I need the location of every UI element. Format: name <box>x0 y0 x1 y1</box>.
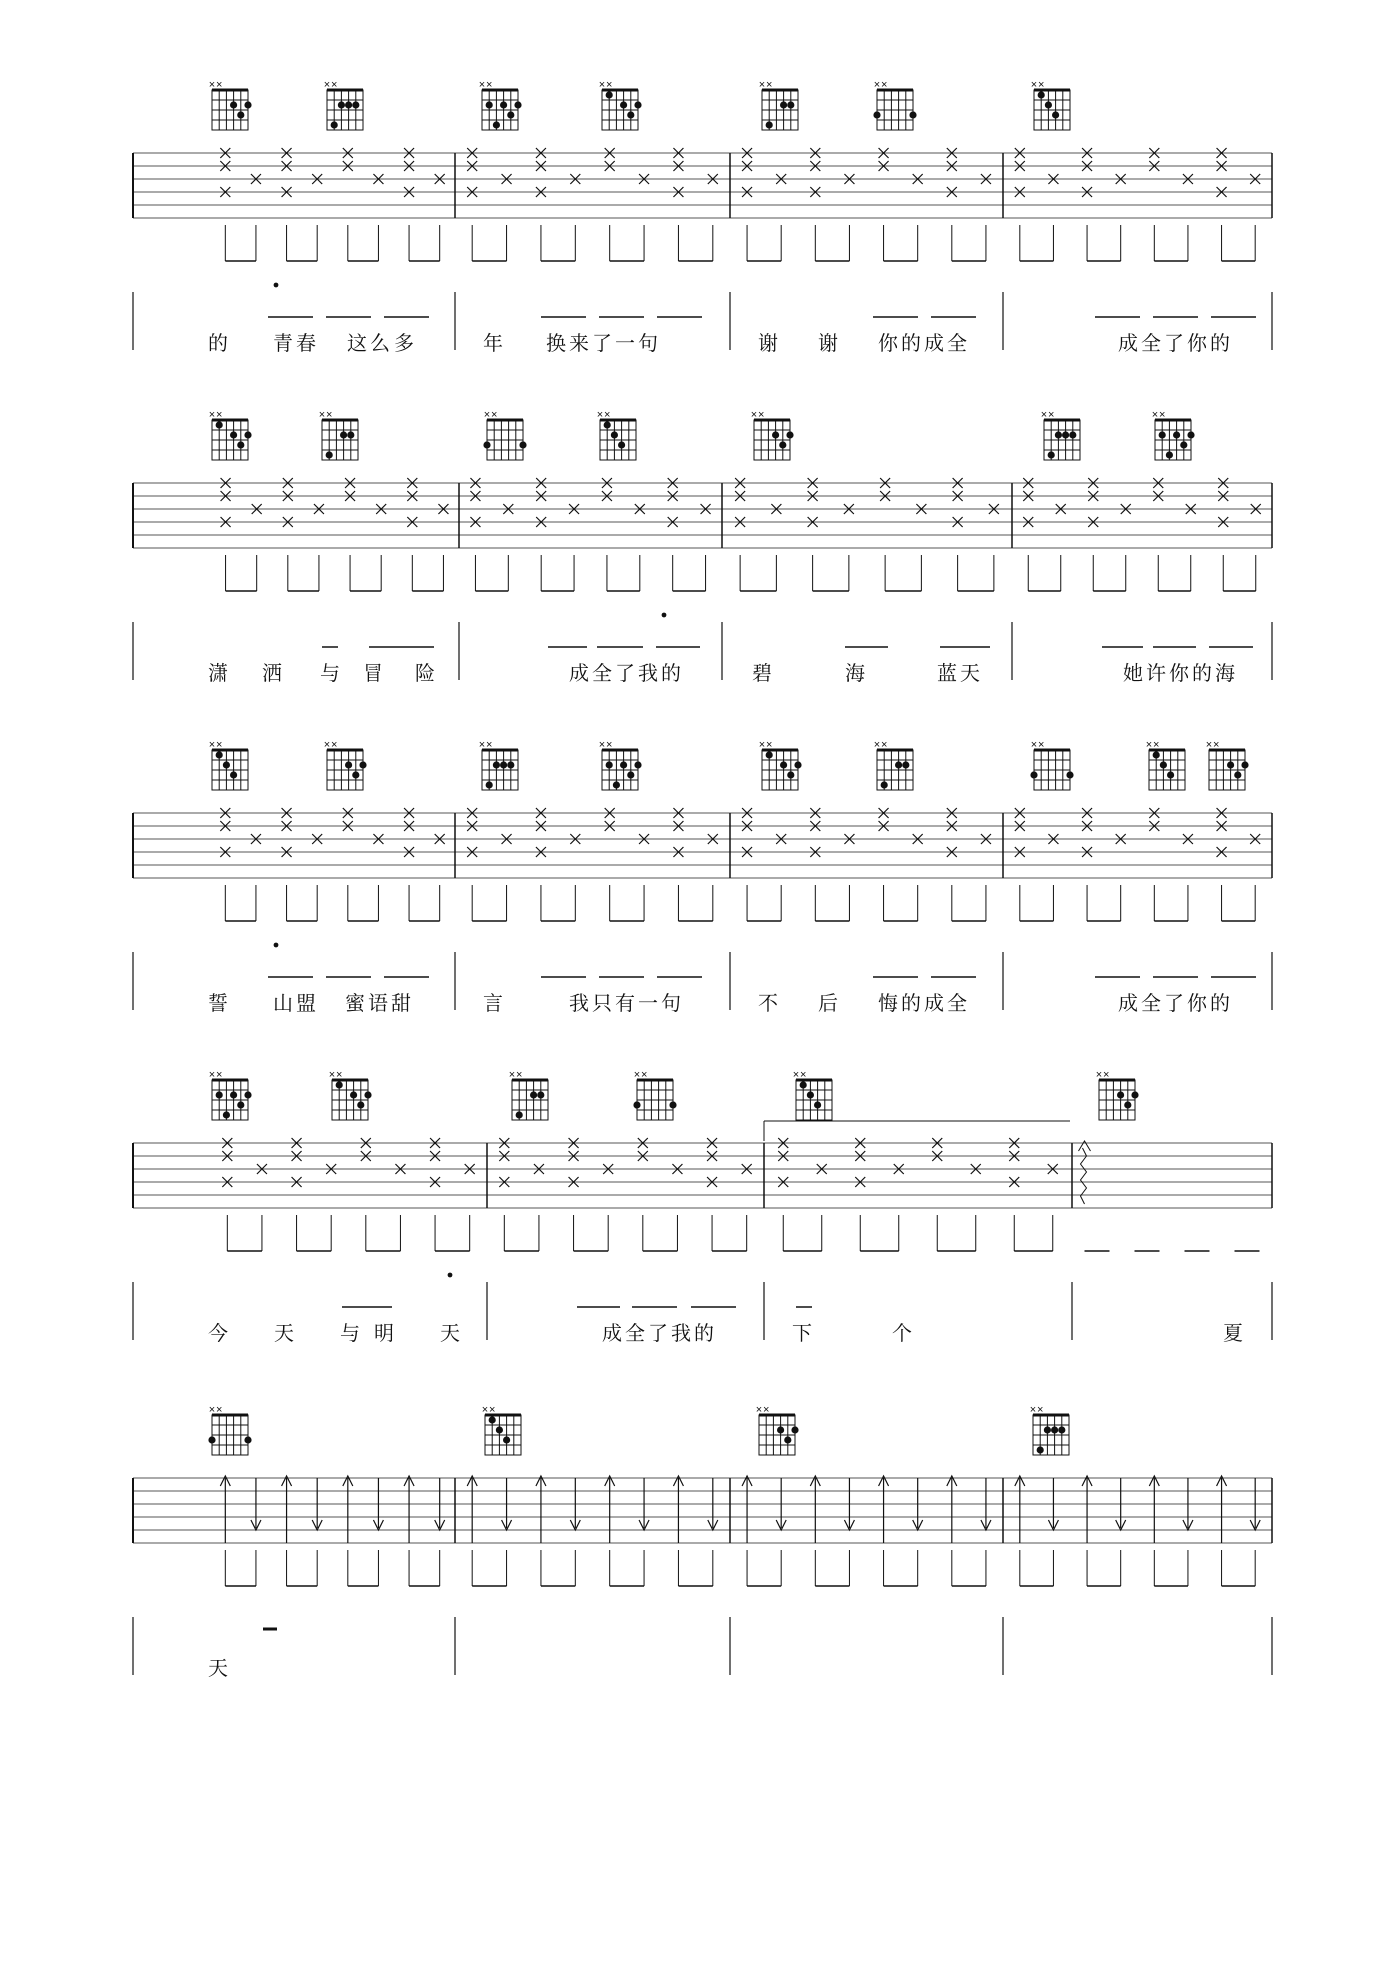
chord-mute-mark: × <box>208 1404 216 1416</box>
lyric-character: 天 <box>960 661 980 685</box>
lyric-character: 碧 <box>752 661 772 685</box>
chord-dot <box>814 1101 821 1108</box>
lyric-character: 么 <box>370 331 390 355</box>
chord-dot <box>244 1091 251 1098</box>
chord-dot <box>780 761 787 768</box>
chord-dot <box>634 101 641 108</box>
chord-mute-mark: × <box>603 409 611 421</box>
chord-dot <box>507 111 514 118</box>
lyric-character: 全 <box>625 1321 645 1345</box>
chord-mute-mark: × <box>330 739 338 751</box>
chord-dot <box>787 101 794 108</box>
chord-dot <box>627 111 634 118</box>
lyric-character: 语 <box>368 991 388 1015</box>
lyric-character: 换 <box>546 331 566 355</box>
lyric-character: 个 <box>892 1321 912 1345</box>
lyric-character: 她 <box>1123 661 1143 685</box>
chord-mute-mark: × <box>598 79 606 91</box>
lyric-character: 与 <box>340 1321 360 1345</box>
chord-dot <box>1117 1091 1124 1098</box>
chord-dot <box>1187 431 1194 438</box>
lyric-character: 成 <box>1118 331 1138 355</box>
lyric-character: 海 <box>1215 661 1235 685</box>
chord-mute-mark: × <box>1029 1404 1037 1416</box>
lyric-character: 成 <box>1118 991 1138 1015</box>
chord-dot <box>1048 451 1055 458</box>
chord-dot <box>669 1101 676 1108</box>
lyric-character: 了 <box>1164 331 1184 355</box>
octave-dot <box>274 283 279 288</box>
chord-mute-mark: × <box>328 1069 336 1081</box>
chord-mute-mark: × <box>762 1404 770 1416</box>
chord-dot <box>357 1101 364 1108</box>
chord-dot <box>507 761 514 768</box>
system-5 <box>133 1404 1272 1680</box>
chord-dot <box>493 761 500 768</box>
chord-mute-mark: × <box>335 1069 343 1081</box>
chord-mute-mark: × <box>208 739 216 751</box>
chord-dot <box>613 781 620 788</box>
chord-dot <box>794 761 801 768</box>
system-1 <box>133 79 1272 355</box>
lyric-character: 谢 <box>818 331 838 355</box>
octave-dot <box>448 1273 453 1278</box>
chord-dot <box>237 441 244 448</box>
chord-dot <box>345 761 352 768</box>
chord-dot <box>519 441 526 448</box>
chord-dot <box>352 101 359 108</box>
chord-dot <box>230 1091 237 1098</box>
lyric-character: 的 <box>694 1321 714 1345</box>
chord-dot <box>1052 111 1059 118</box>
chord-dot <box>350 1091 357 1098</box>
chord-dot <box>1037 1446 1044 1453</box>
lyric-character: 有 <box>615 991 635 1015</box>
lyric-character: 的 <box>208 331 228 355</box>
lyric-character: 你 <box>1169 661 1189 685</box>
chord-dot <box>633 1101 640 1108</box>
lyric-character: 我 <box>569 991 589 1015</box>
lyric-character: 句 <box>661 991 681 1015</box>
chord-mute-mark: × <box>1030 739 1038 751</box>
chord-dot <box>895 761 902 768</box>
lyric-character: 冒 <box>363 661 383 685</box>
lyric-character: 只 <box>592 991 612 1015</box>
chord-dot <box>786 431 793 438</box>
chord-mute-mark: × <box>1047 409 1055 421</box>
chord-dot <box>516 1111 523 1118</box>
chord-mute-mark: × <box>765 79 773 91</box>
lyric-character: 天 <box>208 1656 228 1680</box>
chord-dot <box>326 451 333 458</box>
octave-dot <box>274 943 279 948</box>
lyric-character: 成 <box>924 991 944 1015</box>
chord-dot <box>489 1416 496 1423</box>
chord-mute-mark: × <box>515 1069 523 1081</box>
lyric-character: 甜 <box>391 991 411 1015</box>
lyric-character: 全 <box>1141 331 1161 355</box>
chord-mute-mark: × <box>325 409 333 421</box>
chord-mute-mark: × <box>1037 79 1045 91</box>
chord-mute-mark: × <box>1095 1069 1103 1081</box>
chord-dot <box>352 771 359 778</box>
chord-mute-mark: × <box>757 409 765 421</box>
chord-dot <box>486 781 493 788</box>
lyric-character: 这 <box>347 331 367 355</box>
chord-mute-mark: × <box>1102 1069 1110 1081</box>
chord-dot <box>780 101 787 108</box>
chord-mute-mark: × <box>483 409 491 421</box>
chord-dot <box>873 111 880 118</box>
chord-mute-mark: × <box>215 739 223 751</box>
chord-dot <box>881 781 888 788</box>
chord-mute-mark: × <box>1040 409 1048 421</box>
chord-dot <box>1234 771 1241 778</box>
lyric-character: 洒 <box>262 661 282 685</box>
chord-dot <box>537 1091 544 1098</box>
lyric-character: 你 <box>878 331 898 355</box>
chord-dot <box>1058 1426 1065 1433</box>
lyric-character: 的 <box>661 661 681 685</box>
chord-mute-mark: × <box>330 79 338 91</box>
chord-mute-mark: × <box>490 409 498 421</box>
lyric-character: 全 <box>592 661 612 685</box>
chord-dot <box>1173 431 1180 438</box>
chord-dot <box>777 1426 784 1433</box>
chord-dot <box>1066 771 1073 778</box>
chord-dot <box>1055 431 1062 438</box>
lyric-character: 山 <box>273 991 293 1015</box>
chord-dot <box>1038 91 1045 98</box>
chord-dot <box>606 761 613 768</box>
lyric-character: 了 <box>648 1321 668 1345</box>
lyric-character: 险 <box>415 661 435 685</box>
chord-mute-mark: × <box>1158 409 1166 421</box>
chord-dot <box>606 91 613 98</box>
chord-dot <box>1044 1426 1051 1433</box>
chord-mute-mark: × <box>758 739 766 751</box>
chord-dot <box>530 1091 537 1098</box>
lyric-character: 蜜 <box>345 991 365 1015</box>
chord-dot <box>503 1436 510 1443</box>
lyric-character: 蓝 <box>937 661 957 685</box>
lyric-character: 盟 <box>296 991 316 1015</box>
chord-mute-mark: × <box>1205 739 1213 751</box>
lyric-character: 一 <box>638 991 658 1015</box>
lyric-character: 全 <box>947 331 967 355</box>
chord-dot <box>618 441 625 448</box>
chord-dot <box>230 771 237 778</box>
chord-dot <box>766 751 773 758</box>
chord-dot <box>493 121 500 128</box>
chord-dot <box>1045 101 1052 108</box>
chord-dot <box>807 1091 814 1098</box>
chord-dot <box>1069 431 1076 438</box>
lyric-character: 成 <box>924 331 944 355</box>
chord-dot <box>1167 771 1174 778</box>
chord-dot <box>216 1091 223 1098</box>
lyric-character: 了 <box>1164 991 1184 1015</box>
chord-dot <box>208 1436 215 1443</box>
chord-mute-mark: × <box>1030 79 1038 91</box>
lyric-character: 一 <box>615 331 635 355</box>
chord-dot <box>364 1091 371 1098</box>
chord-dot <box>483 441 490 448</box>
chord-dot <box>1241 761 1248 768</box>
lyric-character: 明 <box>374 1321 394 1345</box>
lyric-character: 来 <box>569 331 589 355</box>
lyric-character: 成 <box>569 661 589 685</box>
chord-dot <box>611 431 618 438</box>
chord-mute-mark: × <box>485 79 493 91</box>
chord-dot <box>338 101 345 108</box>
chord-mute-mark: × <box>640 1069 648 1081</box>
chord-dot <box>244 1436 251 1443</box>
chord-mute-mark: × <box>633 1069 641 1081</box>
chord-dot <box>1051 1426 1058 1433</box>
chord-mute-mark: × <box>318 409 326 421</box>
chord-mute-mark: × <box>488 1404 496 1416</box>
lyric-character: 青 <box>273 331 293 355</box>
chord-dot <box>244 101 251 108</box>
chord-mute-mark: × <box>799 1069 807 1081</box>
lyric-character: 天 <box>274 1321 294 1345</box>
chord-mute-mark: × <box>323 79 331 91</box>
chord-mute-mark: × <box>755 1404 763 1416</box>
chord-dot <box>336 1081 343 1088</box>
lyric-character: 的 <box>1192 661 1212 685</box>
chord-dot <box>604 421 611 428</box>
chord-dot <box>902 761 909 768</box>
chord-dot <box>779 441 786 448</box>
chord-mute-mark: × <box>792 1069 800 1081</box>
lyric-character: 后 <box>818 991 838 1015</box>
lyric-character: 的 <box>901 331 921 355</box>
lyric-character: 的 <box>1210 991 1230 1015</box>
lyric-character: 你 <box>1187 991 1207 1015</box>
lyric-character: 海 <box>845 661 865 685</box>
chord-dot <box>216 751 223 758</box>
chord-dot <box>1160 761 1167 768</box>
chord-dot <box>1227 761 1234 768</box>
chord-dot <box>1180 441 1187 448</box>
lyric-character: 誓 <box>208 991 228 1015</box>
lyric-character: 春 <box>296 331 316 355</box>
chord-dot <box>500 101 507 108</box>
chord-mute-mark: × <box>765 739 773 751</box>
chord-mute-mark: × <box>478 739 486 751</box>
system-3 <box>133 739 1272 1015</box>
lyric-character: 不 <box>758 991 778 1015</box>
chord-dot <box>514 101 521 108</box>
lyric-character: 的 <box>901 991 921 1015</box>
chord-mute-mark: × <box>215 409 223 421</box>
lyric-character: 了 <box>615 661 635 685</box>
system-4 <box>133 1069 1272 1345</box>
chord-mute-mark: × <box>880 79 888 91</box>
chord-mute-mark: × <box>208 79 216 91</box>
chord-dot <box>772 431 779 438</box>
chord-mute-mark: × <box>508 1069 516 1081</box>
chord-dot <box>359 761 366 768</box>
lyric-character: 谢 <box>758 331 778 355</box>
lyric-character: 夏 <box>1223 1321 1243 1345</box>
lyric-character: 与 <box>320 661 340 685</box>
chord-mute-mark: × <box>596 409 604 421</box>
chord-dot <box>1030 771 1037 778</box>
chord-mute-mark: × <box>1036 1404 1044 1416</box>
lyric-character: 全 <box>947 991 967 1015</box>
lyric-character: 言 <box>483 991 503 1015</box>
chord-dot <box>237 1101 244 1108</box>
chord-mute-mark: × <box>873 79 881 91</box>
lyric-character: 下 <box>792 1321 812 1345</box>
lyric-character: 的 <box>1210 331 1230 355</box>
chord-mute-mark: × <box>750 409 758 421</box>
chord-dot <box>627 771 634 778</box>
chord-mute-mark: × <box>758 79 766 91</box>
chord-dot <box>230 101 237 108</box>
chord-dot <box>340 431 347 438</box>
chord-mute-mark: × <box>873 739 881 751</box>
chord-mute-mark: × <box>605 79 613 91</box>
chord-mute-mark: × <box>215 1404 223 1416</box>
chord-dot <box>787 771 794 778</box>
lyric-character: 许 <box>1146 661 1166 685</box>
lyric-character: 年 <box>483 331 503 355</box>
chord-dot <box>486 101 493 108</box>
chord-dot <box>791 1426 798 1433</box>
chord-dot <box>345 101 352 108</box>
chord-dot <box>1166 451 1173 458</box>
chord-mute-mark: × <box>485 739 493 751</box>
chord-dot <box>223 761 230 768</box>
chord-dot <box>230 431 237 438</box>
chord-dot <box>1153 751 1160 758</box>
chord-mute-mark: × <box>1152 739 1160 751</box>
chord-dot <box>620 101 627 108</box>
lyric-character: 我 <box>638 661 658 685</box>
chord-dot <box>909 111 916 118</box>
lyric-character: 潇 <box>208 661 228 685</box>
lyric-character: 天 <box>440 1321 460 1345</box>
chord-mute-mark: × <box>208 409 216 421</box>
chord-mute-mark: × <box>1212 739 1220 751</box>
chord-mute-mark: × <box>323 739 331 751</box>
chord-dot <box>1131 1091 1138 1098</box>
system-2 <box>133 409 1272 685</box>
chord-dot <box>766 121 773 128</box>
lyric-character: 你 <box>1187 331 1207 355</box>
chord-dot <box>244 431 251 438</box>
lyric-character: 悔 <box>878 991 898 1015</box>
chord-dot <box>620 761 627 768</box>
chord-dot <box>237 111 244 118</box>
chord-mute-mark: × <box>481 1404 489 1416</box>
lyric-character: 我 <box>671 1321 691 1345</box>
chord-mute-mark: × <box>1145 739 1153 751</box>
chord-mute-mark: × <box>1037 739 1045 751</box>
chord-dot <box>216 421 223 428</box>
chord-mute-mark: × <box>478 79 486 91</box>
lyric-character: 多 <box>394 331 414 355</box>
chord-mute-mark: × <box>605 739 613 751</box>
chord-dot <box>223 1111 230 1118</box>
chord-mute-mark: × <box>1151 409 1159 421</box>
chord-mute-mark: × <box>215 79 223 91</box>
lyric-character: 今 <box>208 1321 228 1345</box>
chord-mute-mark: × <box>208 1069 216 1081</box>
chord-dot <box>634 761 641 768</box>
lyric-character: 成 <box>602 1321 622 1345</box>
chord-dot <box>1124 1101 1131 1108</box>
lyric-character: 全 <box>1141 991 1161 1015</box>
chord-dot <box>1062 431 1069 438</box>
chord-dot <box>1159 431 1166 438</box>
chord-dot <box>331 121 338 128</box>
chord-dot <box>496 1426 503 1433</box>
lyric-character: 了 <box>592 331 612 355</box>
octave-dot <box>662 613 667 618</box>
chord-mute-mark: × <box>598 739 606 751</box>
chord-dot <box>347 431 354 438</box>
lyric-character: 句 <box>638 331 658 355</box>
chord-mute-mark: × <box>215 1069 223 1081</box>
chord-mute-mark: × <box>880 739 888 751</box>
chord-dot <box>800 1081 807 1088</box>
chord-dot <box>784 1436 791 1443</box>
chord-dot <box>500 761 507 768</box>
